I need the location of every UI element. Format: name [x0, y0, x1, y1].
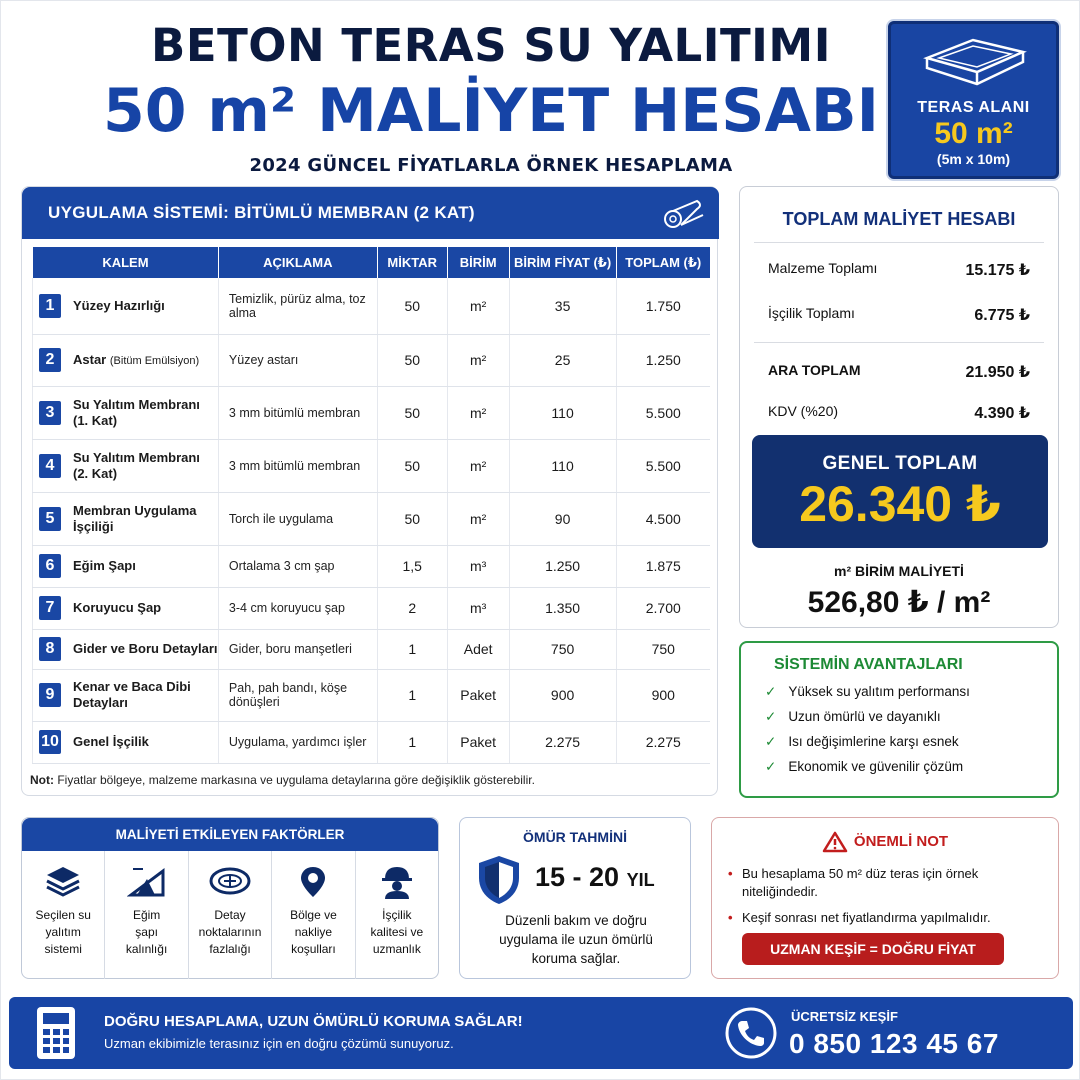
- item-total: 750: [616, 629, 710, 669]
- col-header: BİRİM: [447, 247, 509, 278]
- price-note: Not: Fiyatlar bölgeye, malzeme markasına ve uygulama detaylarına göre değişiklik gösterebilir.: [30, 773, 535, 787]
- unit-cost: [740, 563, 1058, 620]
- item-name: Astar: [73, 351, 107, 367]
- table-row: [33, 386, 711, 439]
- important-note-card: [711, 817, 1059, 979]
- terrace-icon: [909, 32, 1039, 88]
- item-unit: m²: [447, 386, 509, 439]
- col-header: TOPLAM (₺): [616, 247, 710, 278]
- item-desc: Pah, pah bandı, köşe dönüşleri: [218, 669, 377, 721]
- item-unit: m³: [447, 587, 509, 629]
- factor-item: Bölge ve nakliye koşulları: [271, 851, 354, 979]
- cost-table: [32, 247, 710, 764]
- item-qty: 1,5: [377, 545, 447, 587]
- item-total: 5.500: [616, 386, 710, 439]
- col-header: AÇIKLAMA: [218, 247, 377, 278]
- system-bar: [22, 187, 719, 239]
- col-header: MİKTAR: [377, 247, 447, 278]
- row-number: 8: [39, 637, 61, 661]
- important-title: ÖNEMLİ NOT: [712, 831, 1058, 853]
- item-total: 2.275: [616, 721, 710, 763]
- grand-total-box: [752, 435, 1048, 548]
- item-unit: m²: [447, 334, 509, 386]
- item-name: Membran Uygulama İşçiliği: [73, 502, 197, 534]
- item-qty: 1: [377, 721, 447, 763]
- check-icon: ✓: [765, 734, 777, 749]
- footer-headline: DOĞRU HESAPLAMA, UZUN ÖMÜRLÜ KORUMA SAĞLAR!: [104, 1013, 523, 1030]
- item-name: Eğim Şapı: [73, 558, 136, 573]
- cost-table-card: [21, 186, 718, 796]
- list-item: • Bu hesaplama 50 m² düz teras için örnek niteliğindedir.: [728, 865, 1058, 901]
- factor-item: Seçilen su yalıtım sistemi: [22, 851, 104, 979]
- item-qty: 50: [377, 334, 447, 386]
- lifetime-text: Düzenli bakım ve doğru uygulama ile uzun ömürlü koruma sağlar.: [499, 913, 653, 966]
- list-item: ✓ Yüksek su yalıtım performansı: [765, 684, 970, 699]
- table-row: [33, 721, 711, 763]
- item-name: Su Yalıtım Membranı (2. Kat): [73, 449, 200, 481]
- item-name: Koruyucu Şap: [73, 600, 162, 615]
- item-qty: 2: [377, 587, 447, 629]
- location-pin-icon: [298, 865, 328, 899]
- item-total: 1.875: [616, 545, 710, 587]
- item-qty: 1: [377, 669, 447, 721]
- item-name: Kenar ve Baca Dibi Detayları: [73, 679, 191, 710]
- summary-row-labor: İşçilik Toplamı 6.775 ₺: [768, 305, 1030, 324]
- phone-icon[interactable]: [724, 1006, 778, 1060]
- row-number: 5: [39, 507, 61, 531]
- table-header-row: [33, 247, 711, 278]
- subtitle: 2024 GÜNCEL FİYATLARLA ÖRNEK HESAPLAMA: [249, 155, 733, 176]
- item-total: 1.250: [616, 334, 710, 386]
- item-total: 4.500: [616, 492, 710, 545]
- item-price: 90: [509, 492, 616, 545]
- area-dims: (5m x 10m): [936, 151, 1011, 167]
- item-desc: 3 mm bitümlü membran: [218, 386, 377, 439]
- area-box: [888, 21, 1059, 179]
- check-icon: ✓: [765, 684, 777, 699]
- item-price: 1.250: [509, 545, 616, 587]
- factor-item: Eğim şapı kalınlığı: [104, 851, 187, 979]
- item-price: 1.350: [509, 587, 616, 629]
- lifetime-value: 15 - 20 YIL: [535, 862, 655, 892]
- summary-title: TOPLAM MALİYET HESABI: [782, 209, 1016, 229]
- membrane-roll-icon: [661, 197, 705, 229]
- layers-icon: [45, 865, 81, 899]
- item-desc: Gider, boru manşetleri: [218, 629, 377, 669]
- row-number: 2: [39, 348, 61, 372]
- item-price: 2.275: [509, 721, 616, 763]
- row-number: 3: [39, 401, 61, 425]
- item-total: 900: [616, 669, 710, 721]
- item-desc: Ortalama 3 cm şap: [218, 545, 377, 587]
- area-value: 50 m²: [934, 117, 1013, 150]
- expert-survey-button[interactable]: UZMAN KEŞİF = DOĞRU FİYAT: [742, 933, 1004, 965]
- calculator-icon: [35, 1005, 77, 1061]
- area-label: TERAS ALANI: [917, 99, 1030, 116]
- factor-item: İşçilik kalitesi ve uzmanlık: [355, 851, 438, 979]
- summary-row-subtotal: ARA TOPLAM 21.950 ₺: [768, 362, 1030, 381]
- item-desc: 3 mm bitümlü membran: [218, 439, 377, 492]
- check-icon: ✓: [765, 759, 777, 774]
- item-unit: Paket: [447, 669, 509, 721]
- item-name: Gider ve Boru Detayları: [73, 641, 218, 656]
- row-number: 1: [39, 294, 61, 318]
- item-unit: m²: [447, 492, 509, 545]
- factors-card: [21, 817, 439, 979]
- table-row: [33, 278, 711, 334]
- advantages-card: [739, 641, 1059, 798]
- item-price: 35: [509, 278, 616, 334]
- table-row: [33, 545, 711, 587]
- factor-item: Detay noktalarının fazlalığı: [188, 851, 271, 979]
- row-number: 6: [39, 554, 61, 578]
- lifetime-title: ÖMÜR TAHMİNİ: [523, 829, 627, 845]
- item-unit: Adet: [447, 629, 509, 669]
- row-number: 7: [39, 596, 61, 620]
- title-line2: 50 m² MALİYET HESABI: [103, 76, 879, 146]
- item-desc: Temizlik, pürüz alma, toz alma: [218, 278, 377, 334]
- list-item: ✓ Uzun ömürlü ve dayanıklı: [765, 709, 941, 724]
- item-qty: 50: [377, 278, 447, 334]
- table-row: [33, 669, 711, 721]
- item-price: 25: [509, 334, 616, 386]
- table-row: [33, 334, 711, 386]
- check-icon: ✓: [765, 709, 777, 724]
- item-qty: 50: [377, 386, 447, 439]
- summary-row-vat: KDV (%20) 4.390 ₺: [768, 403, 1030, 422]
- item-unit: m²: [447, 278, 509, 334]
- item-unit: m³: [447, 545, 509, 587]
- col-header: KALEM: [33, 247, 219, 278]
- warning-icon: [822, 831, 848, 853]
- item-desc: Uygulama, yardımcı işler: [218, 721, 377, 763]
- item-name: Genel İşçilik: [73, 734, 149, 749]
- item-desc: 3-4 cm koruyucu şap: [218, 587, 377, 629]
- list-item: ✓ Ekonomik ve güvenilir çözüm: [765, 759, 964, 774]
- list-item: • Keşif sonrası net fiyatlandırma yapılmalıdır.: [728, 909, 1058, 927]
- item-unit: m²: [447, 439, 509, 492]
- row-number: 4: [39, 454, 61, 478]
- factors-title: MALİYETİ ETKİLEYEN FAKTÖRLER: [22, 818, 438, 851]
- table-row: [33, 439, 711, 492]
- drain-icon: [208, 865, 252, 899]
- lifetime-unit: YIL: [626, 870, 655, 890]
- footer-subtext: Uzman ekibimizle terasınız için en doğru çözümü sunuyoruz.: [104, 1036, 454, 1051]
- table-row: [33, 629, 711, 669]
- item-total: 5.500: [616, 439, 710, 492]
- table-row: [33, 587, 711, 629]
- col-header: BİRİM FİYAT (₺): [509, 247, 616, 278]
- row-number: 10: [39, 730, 61, 754]
- item-total: 2.700: [616, 587, 710, 629]
- table-row: [33, 492, 711, 545]
- row-number: 9: [39, 683, 61, 707]
- item-total: 1.750: [616, 278, 710, 334]
- item-qty: 50: [377, 439, 447, 492]
- item-name: Yüzey Hazırlığı: [73, 297, 165, 313]
- item-qty: 1: [377, 629, 447, 669]
- worker-helmet-icon: [379, 865, 415, 899]
- footer: [9, 997, 1073, 1069]
- grand-total-label: GENEL TOPLAM: [822, 453, 978, 474]
- free-survey-label: ÜCRETSİZ KEŞİF: [791, 1009, 898, 1024]
- unit-cost-label: m² BİRİM MALİYETİ: [834, 563, 964, 579]
- item-price: 110: [509, 386, 616, 439]
- list-item: ✓ Isı değişimlerine karşı esnek: [765, 734, 959, 749]
- header: [81, 15, 901, 176]
- divider: [754, 242, 1044, 243]
- item-name-detail: (Bitüm Emülsiyon): [109, 354, 200, 367]
- grand-total-value: 26.340 ₺: [799, 476, 1001, 532]
- divider: [754, 342, 1044, 343]
- item-desc: Yüzey astarı: [218, 334, 377, 386]
- item-price: 110: [509, 439, 616, 492]
- summary-card: [739, 186, 1059, 628]
- item-unit: Paket: [447, 721, 509, 763]
- item-qty: 50: [377, 492, 447, 545]
- advantages-title: SİSTEMİN AVANTAJLARI: [774, 656, 963, 673]
- item-desc: Torch ile uygulama: [218, 492, 377, 545]
- system-title: UYGULAMA SİSTEMİ: BİTÜMLÜ MEMBRAN (2 KAT): [48, 203, 475, 222]
- shield-icon: [476, 854, 522, 906]
- item-price: 900: [509, 669, 616, 721]
- lifetime-card: [459, 817, 691, 979]
- slope-icon: [127, 865, 167, 899]
- title-line1: BETON TERAS SU YALITIMI: [151, 19, 831, 72]
- item-name: Su Yalıtım Membranı (1. Kat): [73, 396, 200, 428]
- phone-number[interactable]: 0 850 123 45 67: [789, 1028, 999, 1059]
- item-price: 750: [509, 629, 616, 669]
- summary-row-material: Malzeme Toplamı 15.175 ₺: [768, 260, 1030, 279]
- unit-cost-value: 526,80 ₺ / m²: [807, 586, 991, 619]
